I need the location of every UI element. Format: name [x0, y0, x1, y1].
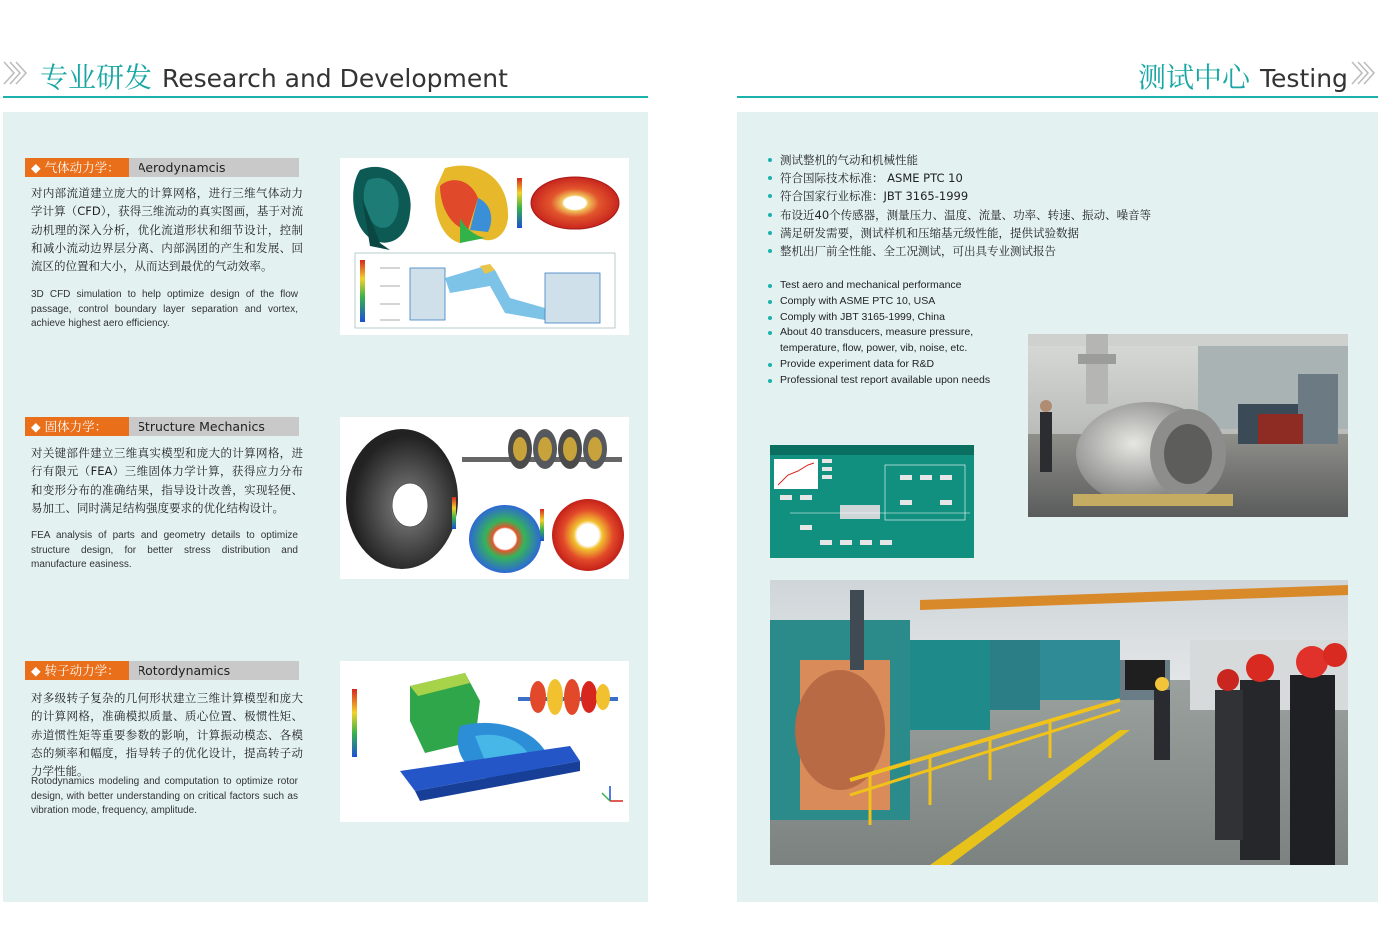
section-label-aerodynamics [25, 158, 299, 177]
section-en-text: 3D CFD simulation to help optimize design of the flow passage, control boundary layer separation and vortex, achieve highest aero efficiency. [31, 289, 298, 330]
section-title-en: Rotordynamics [129, 661, 299, 680]
testing-zh-list [768, 151, 1188, 260]
section-title-zh: ◆ 固体力学： [25, 417, 129, 436]
chevron-left-icon [1350, 60, 1378, 86]
right-header [1138, 56, 1348, 96]
list-item: 满足研发需要，测试样机和压缩基元级性能，提供试验数据 [768, 224, 1188, 242]
list-item: About 40 transducers, measure pressure, temperature, flow, power, vib, noise, etc. [768, 325, 1000, 357]
section-title-en: Structure Mechanics [129, 417, 299, 436]
test-hall-photo [770, 580, 1348, 865]
section-title-zh: ◆ 气体动力学： [25, 158, 129, 177]
left-header-en: Research and Development [162, 64, 508, 93]
list-item: Professional test report available upon needs [768, 373, 1000, 389]
list-item: Comply with ASME PTC 10, USA [768, 294, 1000, 310]
left-header-line [3, 96, 648, 98]
left-header-zh: 专业研发 [40, 61, 153, 94]
compressor-test-photo [1028, 334, 1348, 517]
section-en-text: Rotodynamics modeling and computation to optimize rotor design, with better understanding on critical factors such as vibration mode, frequency, amplitude. [31, 776, 298, 817]
list-item: 布设近40个传感器，测量压力、温度、流量、功率、转速、振动、噪音等 [768, 206, 1188, 224]
section-zh-text: 对内部流道建立庞大的计算网格，进行三维气体动力学计算（CFD），获得三维流动的真实图画，基于对流动机理的深入分析，优化流道形状和细节设计，控制和减小流动边界层分离、内部涡团的产生和发展、回流区的位置和大小，从而达到最优的气动效率。 [31, 186, 303, 274]
section-zh-text: 对关键部件建立三维真实模型和庞大的计算网格，进行有限元（FEA）三维固体力学计算，获得应力分布和变形分布的准确结果，指导设计改善，实现轻便、易加工、同时满足结构强度要求的优化结构设计。 [31, 446, 303, 515]
list-item: Comply with JBT 3165-1999, China [768, 310, 1000, 326]
testing-en-list [768, 278, 1000, 389]
rotordynamics-image [340, 661, 629, 822]
section-label-structure [25, 417, 299, 436]
list-item: 整机出厂前全性能、全工况测试，可出具专业测试报告 [768, 242, 1188, 260]
right-header-en: Testing [1260, 64, 1348, 93]
list-item: Test aero and mechanical performance [768, 278, 1000, 294]
list-item: 测试整机的气动和机械性能 [768, 151, 1188, 169]
list-item: 符合国际技术标准： ASME PTC 10 [768, 169, 1188, 187]
right-header-zh: 测试中心 [1138, 61, 1251, 94]
section-en-text: FEA analysis of parts and geometry details to optimize structure design, for better stress distribution and manufacture easiness. [31, 530, 298, 571]
list-item: 符合国家行业标准：JBT 3165-1999 [768, 187, 1188, 205]
chevron-right-icon [2, 60, 32, 86]
right-header-line [737, 96, 1378, 98]
section-title-en: Aerodynamcis [129, 158, 299, 177]
section-zh-text: 对多级转子复杂的几何形状建立三维计算模型和庞大的计算网格，准确模拟质量、质心位置、极惯性矩、赤道惯性矩等重要参数的影响，计算振动模态、各模态的频率和幅度，指导转子的优化设计，提高转子动力学性能。 [31, 691, 303, 779]
scada-screen-image [770, 445, 974, 558]
section-title-zh: ◆ 转子动力学： [25, 661, 129, 680]
left-header [40, 56, 508, 96]
list-item: Provide experiment data for R&D [768, 357, 1000, 373]
cfd-simulation-image [340, 158, 629, 335]
fea-analysis-image [340, 417, 629, 579]
section-label-rotordynamics [25, 661, 299, 680]
